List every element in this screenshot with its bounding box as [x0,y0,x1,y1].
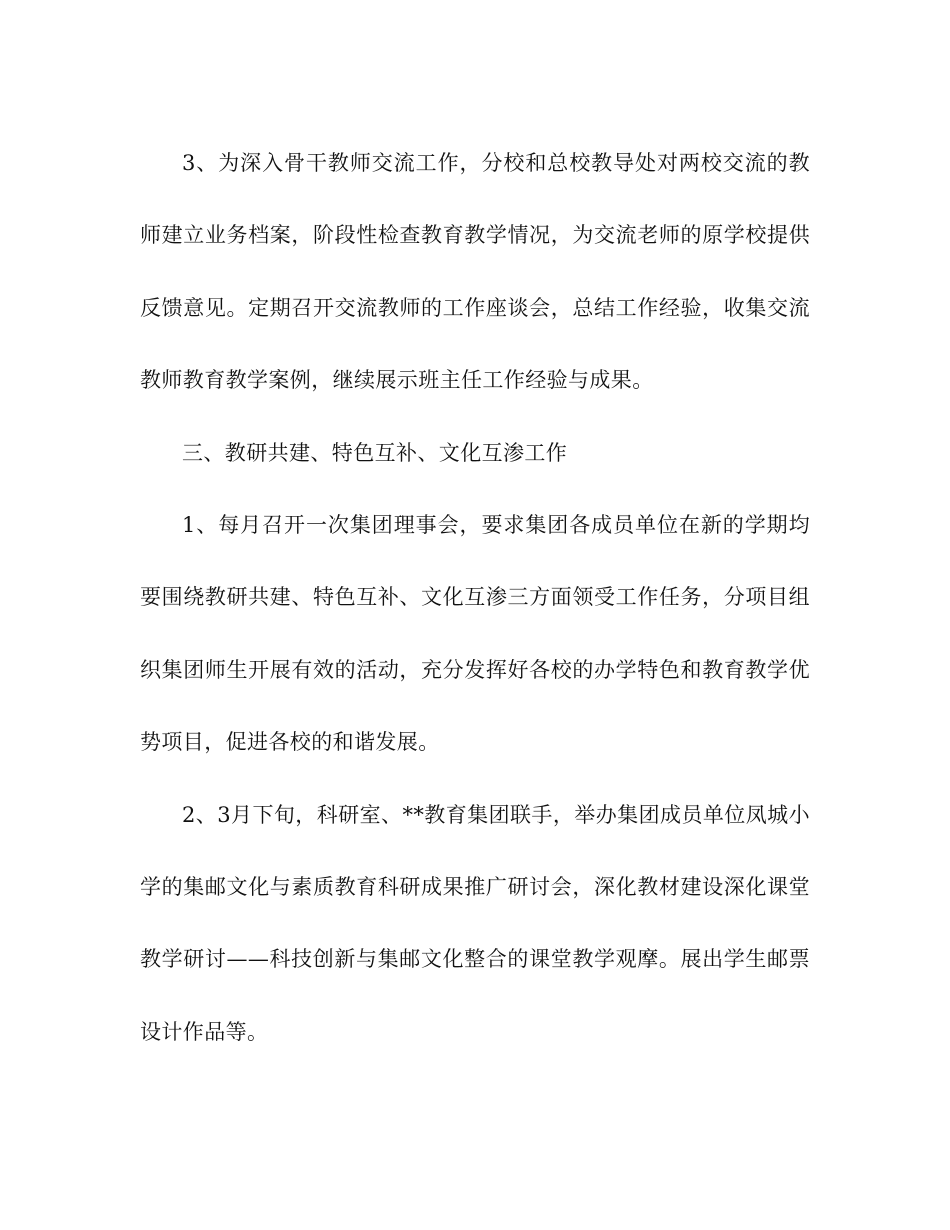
paragraph-council-meeting: 1、每月召开一次集团理事会，要求集团各成员单位在新的学期均要围绕教研共建、特色互补、文化互渗三方面领受工作任务，分项目组织集团师生开展有效的活动，充分发挥好各校的办学特色和教育教学优势项目，促进各校的和谐发展。 [140,513,810,755]
paragraph-teacher-exchange: 3、为深入骨干教师交流工作，分校和总校教导处对两校交流的教师建立业务档案，阶段性检查教育教学情况，为交流老师的原学校提供反馈意见。定期召开交流教师的工作座谈会，总结工作经验，收集交流教师教育教学案例，继续展示班主任工作经验与成果。 [140,151,810,393]
section-heading-three: 三、教研共建、特色互补、文化互渗工作 [182,440,568,465]
document-body [140,127,810,1068]
paragraph-stamp-seminar: 2、3月下旬，科研室、**教育集团联手，举办集团成员单位凤城小学的集邮文化与素质教育科研成果推广研讨会，深化教材建设深化课堂教学研讨——科技创新与集邮文化整合的课堂教学观摩。展出学生邮票设计作品等。 [140,802,810,1044]
